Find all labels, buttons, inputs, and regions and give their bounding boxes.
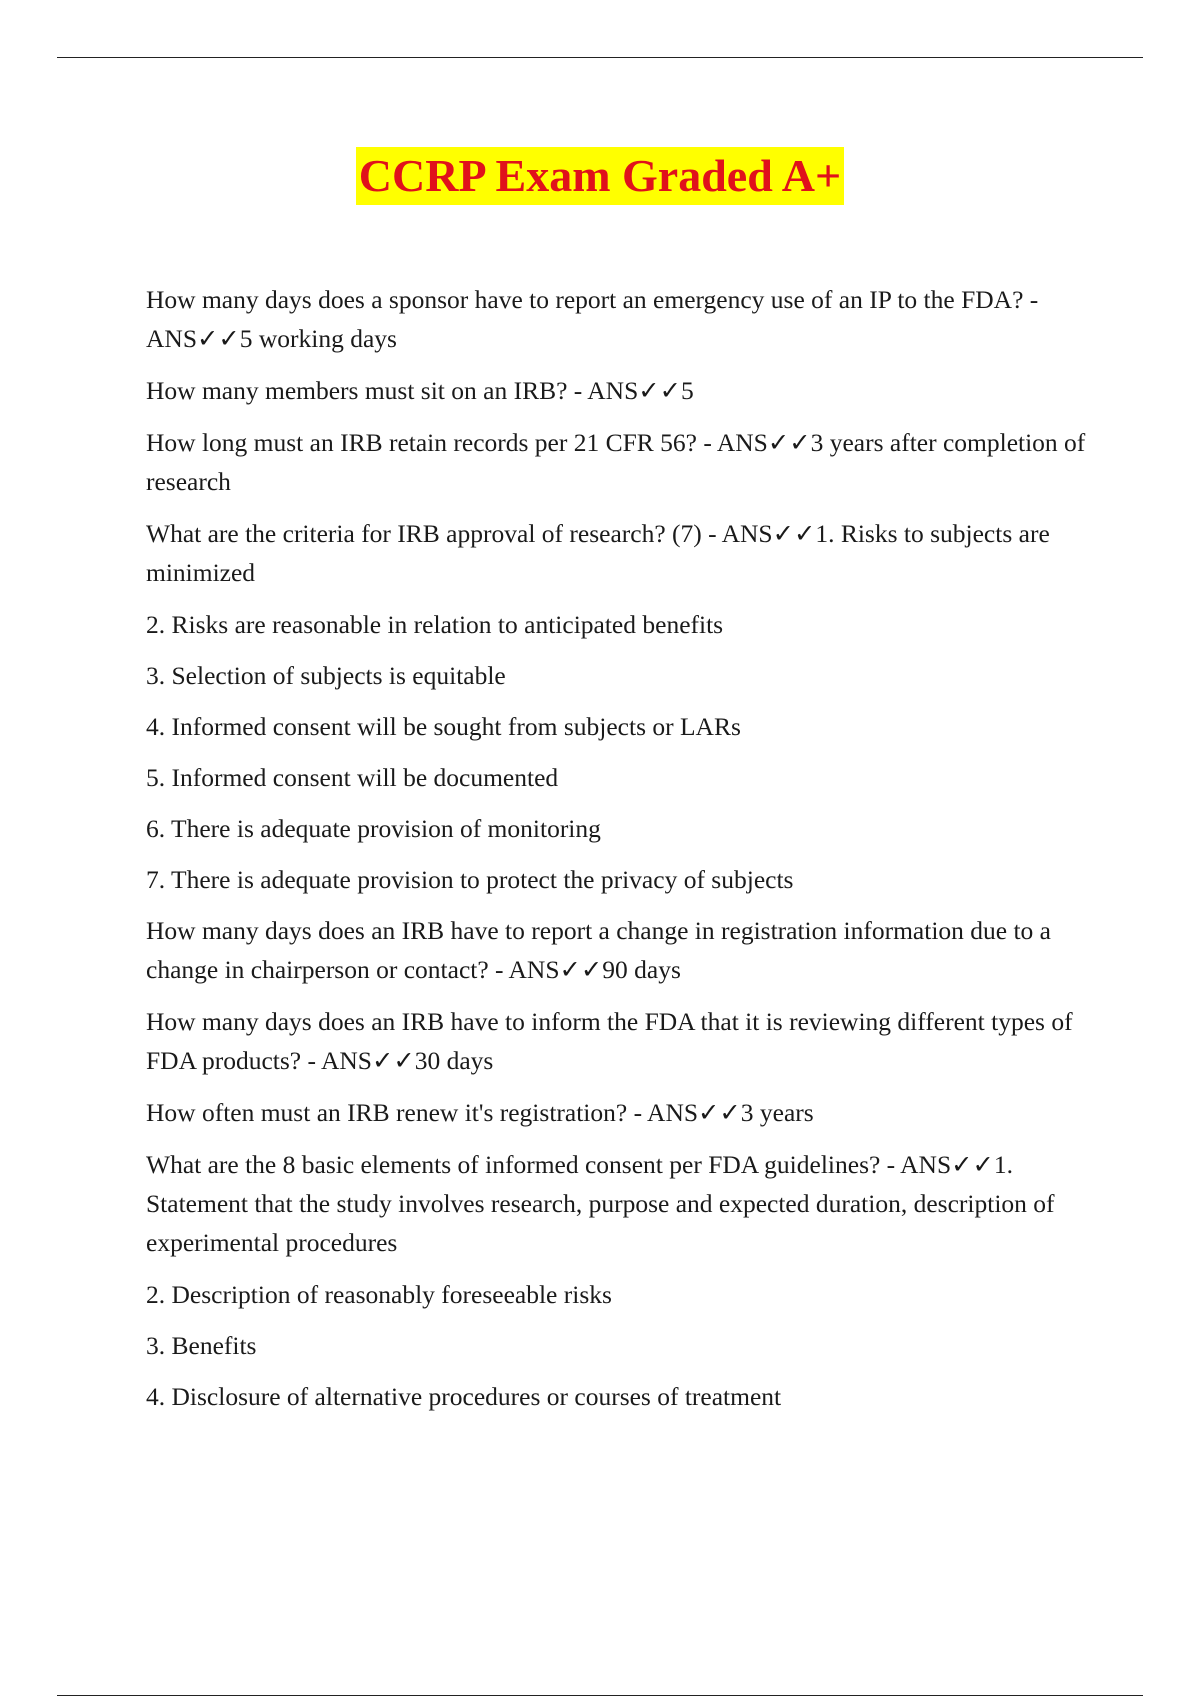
list-item: 2. Risks are reasonable in relation to anticipated benefits xyxy=(146,610,724,639)
qa-entry: What are the 8 basic elements of informed consent per FDA guidelines? - ANS✓✓1. Statement that the study involves research, purpose and expected duration, description of experimental procedures xyxy=(146,1150,1055,1257)
list-item: 4. Informed consent will be sought from subjects or LARs xyxy=(146,712,741,741)
list-item: 7. There is adequate provision to protect the privacy of subjects xyxy=(146,865,794,894)
qa-entry: How many members must sit on an IRB? - ANS✓✓5 xyxy=(146,376,694,405)
list-item: 5. Informed consent will be documented xyxy=(146,763,559,792)
list-item: 6. There is adequate provision of monitoring xyxy=(146,814,601,843)
qa-entry: How long must an IRB retain records per 21 CFR 56? - ANS✓✓3 years after completion of research xyxy=(146,428,1086,496)
qa-entry: How many days does a sponsor have to report an emergency use of an IP to the FDA? - ANS✓✓5 working days xyxy=(146,285,1039,353)
qa-entry: How often must an IRB renew it's registration? - ANS✓✓3 years xyxy=(146,1098,814,1127)
document-body xyxy=(146,280,1086,1428)
qa-entry: How many days does an IRB have to report a change in registration information due to a change in chairperson or contact? - ANS✓✓90 days xyxy=(146,916,1052,984)
list-item: 4. Disclosure of alternative procedures or courses of treatment xyxy=(146,1382,782,1411)
list-item: 3. Benefits xyxy=(146,1331,257,1360)
header-rule xyxy=(57,57,1143,58)
list-item: 2. Description of reasonably foreseeable risks xyxy=(146,1280,612,1309)
title-container xyxy=(0,147,1200,205)
qa-entry: How many days does an IRB have to inform the FDA that it is reviewing different types of FDA products? - ANS✓✓30 days xyxy=(146,1007,1073,1075)
list-item: 3. Selection of subjects is equitable xyxy=(146,661,506,690)
footer-rule xyxy=(57,1695,1143,1696)
document-title: CCRP Exam Graded A+ xyxy=(356,147,844,205)
qa-entry: What are the criteria for IRB approval of research? (7) - ANS✓✓1. Risks to subjects are minimized xyxy=(146,519,1050,587)
